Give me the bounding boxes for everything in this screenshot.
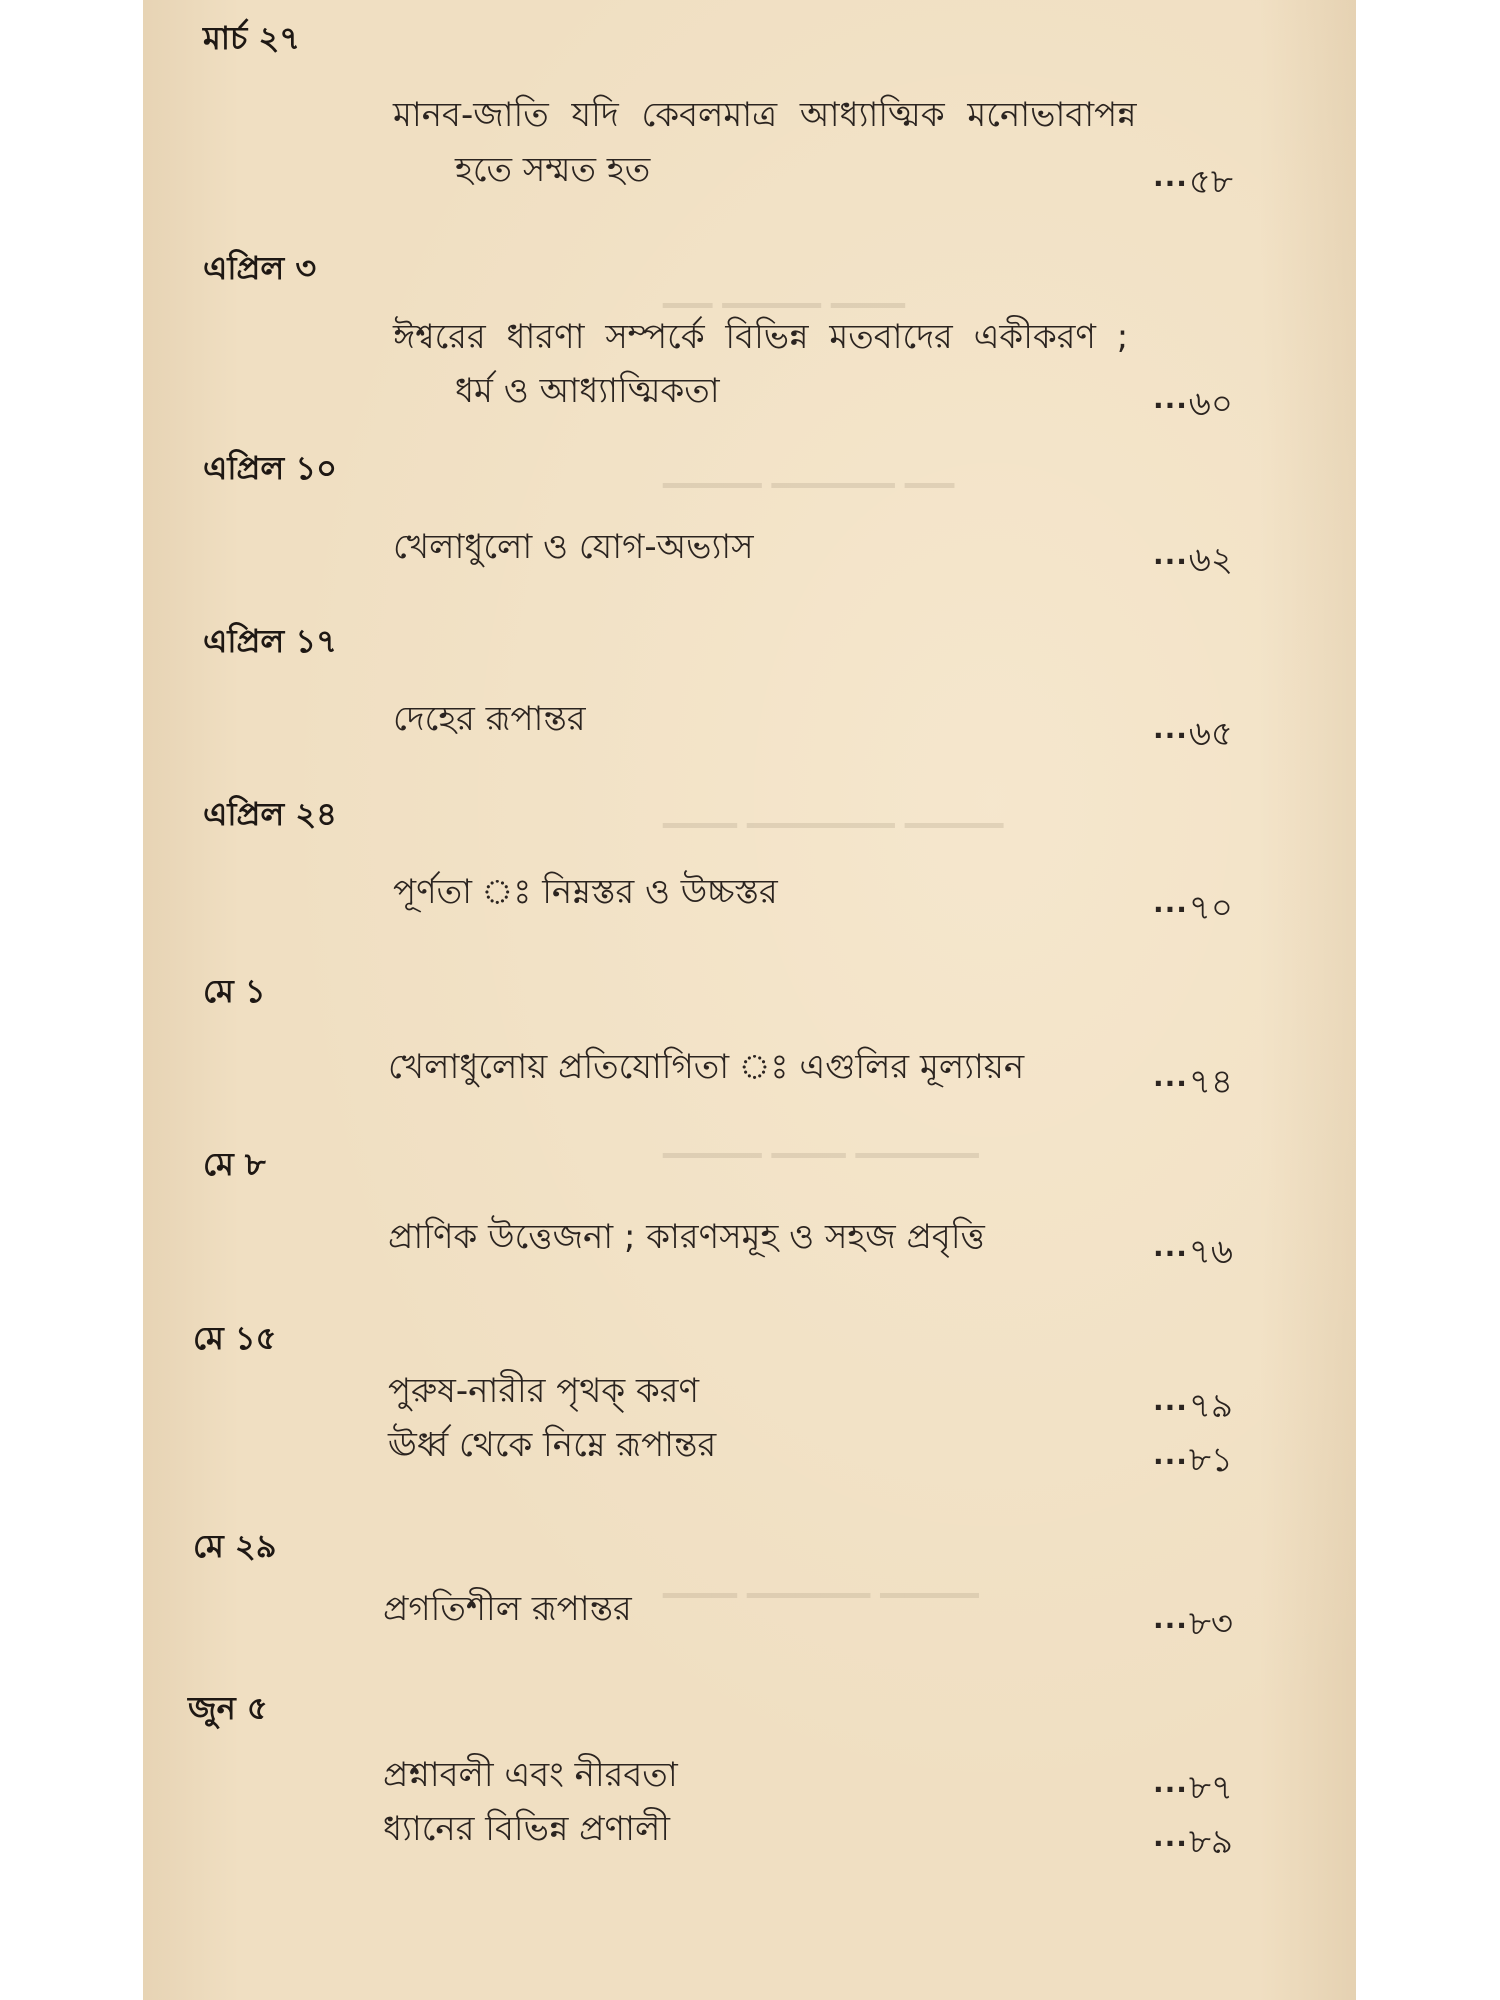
page-number: ৮৯: [1188, 1822, 1233, 1862]
entry-title: পূর্ণতা ঃ নিম্নস্তর ও উচ্চস্তর: [393, 872, 778, 912]
entry-title: ধ্যানের বিভিন্ন প্রণালী: [383, 1809, 671, 1849]
entry-title: ঈশ্বরের ধারণা সম্পর্কে বিভিন্ন মতবাদের একীকরণ ;: [393, 317, 1129, 357]
leader-dots: ...: [1153, 1438, 1188, 1471]
bleed-through: ▁▁ ▁▁▁▁ ▁▁▁: [663, 270, 905, 308]
bleed-through: ▁▁▁ ▁▁▁▁▁▁ ▁▁▁▁: [663, 790, 1004, 828]
entry-title: প্রগতিশীল রূপান্তর: [383, 1589, 632, 1629]
section-date: এপ্রিল ১০: [203, 449, 337, 487]
leader-dots: ...: [1153, 1766, 1188, 1799]
leader-dots: ...: [1153, 1384, 1188, 1417]
section-date: জুন ৫: [188, 1689, 268, 1727]
page-number: ৬২: [1188, 540, 1233, 580]
entry-title: খেলাধুলোয় প্রতিযোগিতা ঃ এগুলির মূল্যায়ন: [388, 1047, 1025, 1087]
section-date: মে ২৯: [193, 1527, 277, 1565]
page-number: ৫৮: [1188, 162, 1233, 202]
section-date: মে ৮: [203, 1145, 266, 1183]
leader-dots: ...: [1153, 160, 1188, 193]
section-date: এপ্রিল ৩: [203, 249, 317, 287]
entry-title: মানব-জাতি যদি কেবলমাত্র আধ্যাত্মিক মনোভাবাপন্ন: [393, 95, 1137, 135]
entry-title: খেলাধুলো ও যোগ-অভ্যাস: [393, 527, 754, 567]
entry-title: প্রশ্নাবলী এবং নীরবতা: [383, 1755, 678, 1795]
page-number: ৮৭: [1188, 1768, 1233, 1808]
bleed-through: ▁▁▁▁ ▁▁▁ ▁▁▁▁▁: [663, 1120, 979, 1158]
entry-title: প্রাণিক উত্তেজনা ; কারণসমূহ ও সহজ প্রবৃত্তি: [388, 1217, 985, 1257]
leader-dots: ...: [1153, 1602, 1188, 1635]
bleed-through: ▁▁▁▁ ▁▁▁▁▁ ▁▁: [663, 450, 955, 488]
page-number: ৭৬: [1188, 1232, 1233, 1272]
bleed-through: ▁▁▁ ▁▁▁▁▁ ▁▁▁▁: [663, 1560, 979, 1598]
leader-dots: ...: [1153, 382, 1188, 415]
entry-title-continued: হতে সম্মত হত: [455, 150, 651, 190]
entry-title: ঊর্ধ্ব থেকে নিম্নে রূপান্তর: [388, 1425, 717, 1465]
leader-dots: ...: [1153, 712, 1188, 745]
page-number: ৭৪: [1188, 1062, 1233, 1102]
page-number: ৭৯: [1188, 1386, 1233, 1426]
entry-title-continued: ধর্ম ও আধ্যাত্মিকতা: [455, 371, 720, 411]
section-date: এপ্রিল ২৪: [203, 795, 337, 833]
page-number: ৬০: [1188, 384, 1233, 424]
page-number: ৮৩: [1188, 1604, 1233, 1644]
leader-dots: ...: [1153, 1820, 1188, 1853]
leader-dots: ...: [1153, 1060, 1188, 1093]
leader-dots: ...: [1153, 1230, 1188, 1263]
section-date: মে ১: [203, 972, 266, 1010]
book-page: [143, 0, 1356, 2000]
section-date: মার্চ ২৭: [203, 19, 301, 57]
page-number: ৭০: [1188, 888, 1233, 928]
entry-title: দেহের রূপান্তর: [393, 699, 586, 739]
section-date: মে ১৫: [193, 1319, 277, 1357]
page-number: ৮১: [1188, 1440, 1233, 1480]
page-number: ৬৫: [1188, 714, 1233, 754]
entry-title: পুরুষ-নারীর পৃথক্ করণ: [388, 1371, 700, 1411]
leader-dots: ...: [1153, 538, 1188, 571]
section-date: এপ্রিল ১৭: [203, 622, 337, 660]
leader-dots: ...: [1153, 886, 1188, 919]
